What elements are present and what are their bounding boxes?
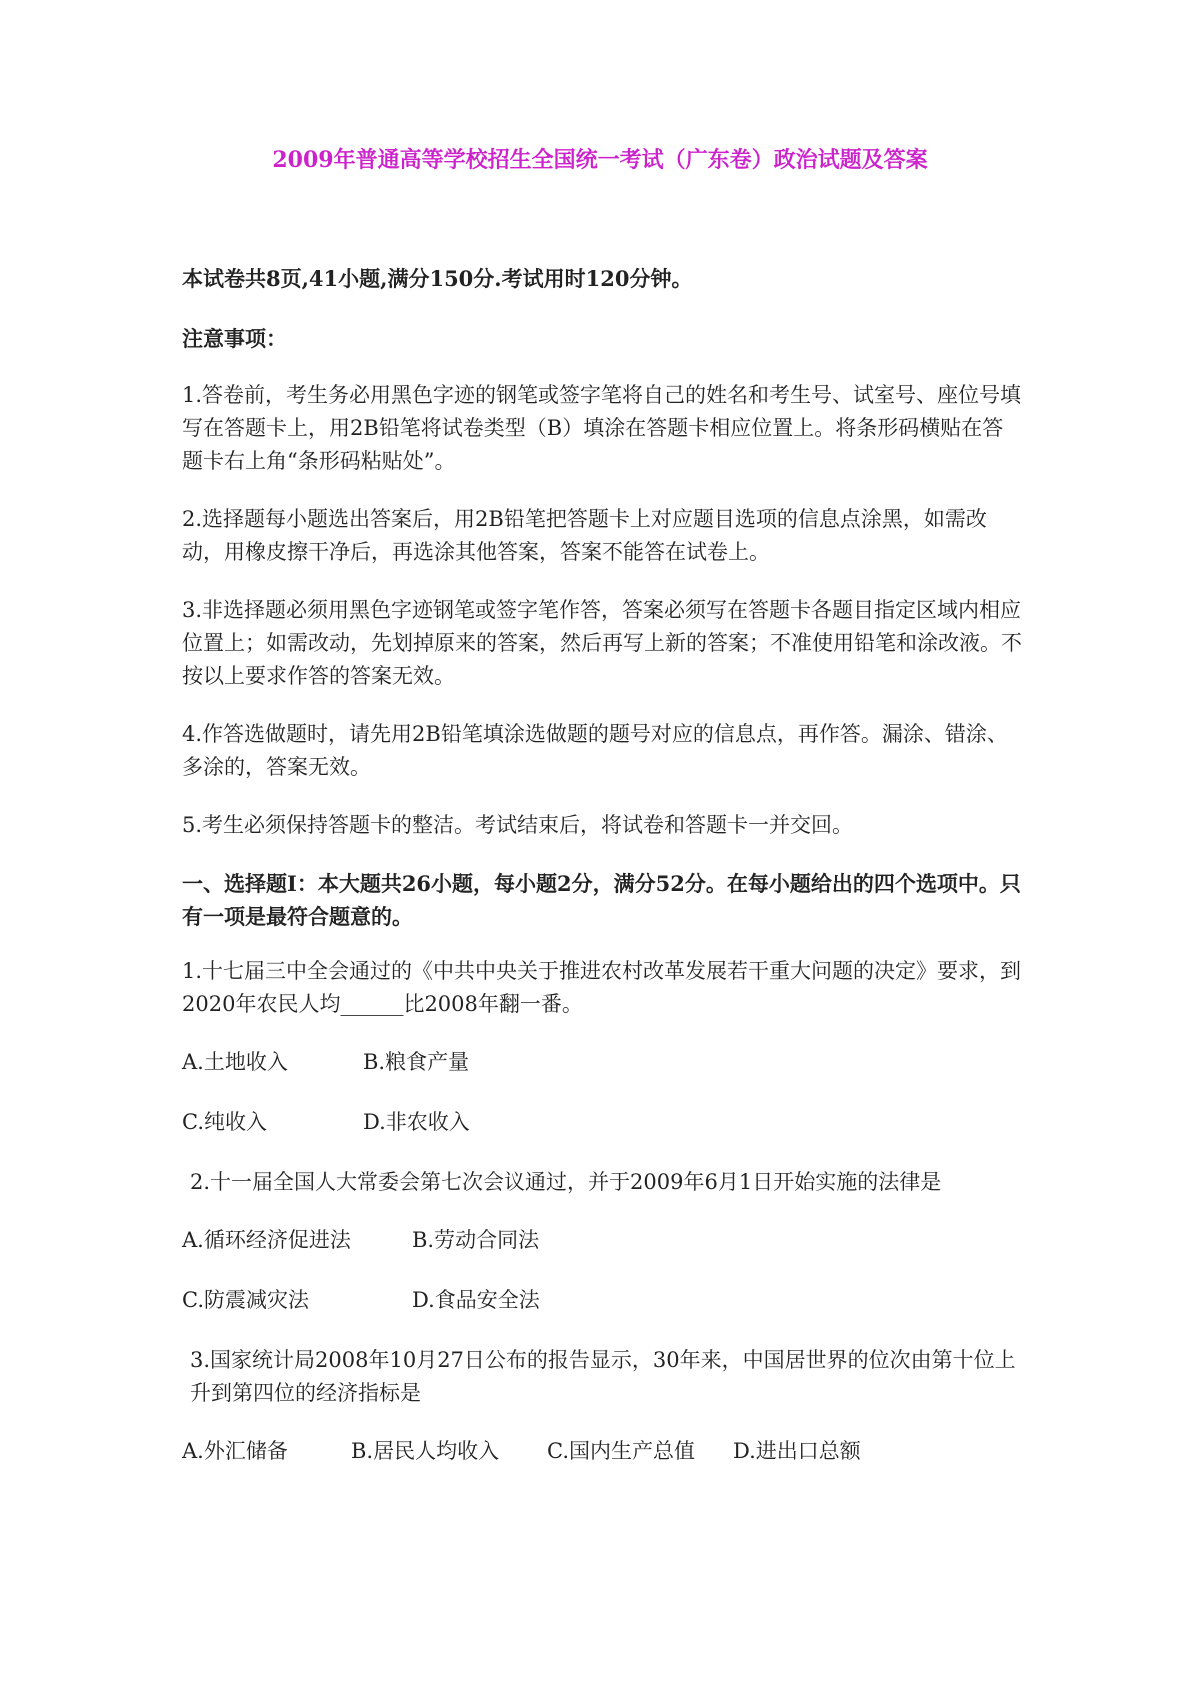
question-stem-1: 1.十七届三中全会通过的《中共中央关于推进农村改革发展若干重大问题的决定》要求，到2020年农民人均______比2008年翻一番。 <box>182 959 1022 1016</box>
notice-item: 4.作答选做题时，请先用2B铅笔填涂选做题的题号对应的信息点，再作答。漏涂、错涂、多涂的，答案无效。 <box>182 722 1008 779</box>
option-c: C.防震减灾法 <box>182 1288 309 1312</box>
options-row <box>182 1224 1022 1257</box>
option-a: A.土地收入 <box>182 1050 288 1074</box>
notice-item: 2.选择题每小题选出答案后，用2B铅笔把答题卡上对应题目选项的信息点涂黑，如需改动，用橡皮擦干净后，再选涂其他答案，答案不能答在试卷上。 <box>182 507 987 564</box>
option-d: D.进出口总额 <box>733 1439 861 1463</box>
option-c: C.国内生产总值 <box>547 1439 695 1463</box>
options-row <box>182 1284 1022 1317</box>
notice-heading: 注意事项： <box>182 326 287 351</box>
option-b: B.劳动合同法 <box>412 1228 540 1252</box>
question-stem-2: 2.十一届全国人大常委会第七次会议通过，并于2009年6月1日开始实施的法律是 <box>190 1170 942 1194</box>
option-d: D.非农收入 <box>363 1110 470 1134</box>
option-a: A.外汇储备 <box>182 1439 288 1463</box>
option-d: D.食品安全法 <box>412 1288 540 1312</box>
document-body <box>182 262 1022 1495</box>
option-b: B.居民人均收入 <box>351 1439 500 1463</box>
option-c: C.纯收入 <box>182 1110 267 1134</box>
option-a: A.循环经济促进法 <box>182 1228 351 1252</box>
notice-item: 3.非选择题必须用黑色字迹钢笔或签字笔作答，答案必须写在答题卡各题目指定区域内相应位置上；如需改动，先划掉原来的答案，然后再写上新的答案；不准使用铅笔和涂改液。不按以上要求作答的答案无效。 <box>182 598 1022 688</box>
notice-item: 5.考生必须保持答题卡的整洁。考试结束后，将试卷和答题卡一并交回。 <box>182 813 854 837</box>
question-stem-3: 3.国家统计局2008年10月27日公布的报告显示，30年来，中国居世界的位次由第十位上升到第四位的经济指标是 <box>190 1348 1016 1405</box>
options-row <box>182 1106 1022 1139</box>
options-row <box>182 1046 1022 1079</box>
options-row <box>182 1435 1022 1468</box>
document-title: 2009年普通高等学校招生全国统一考试（广东卷）政治试题及答案 <box>272 147 928 173</box>
option-b: B.粮食产量 <box>363 1050 470 1074</box>
notice-item: 1.答卷前，考生务必用黑色字迹的钢笔或签字笔将自己的姓名和考生号、试室号、座位号填写在答题卡上，用2B铅笔将试卷类型（B）填涂在答题卡相应位置上。将条形码横贴在答题卡右上角“条形码粘贴处”。 <box>182 383 1022 473</box>
section-heading: 一、选择题Ⅰ：本大题共26小题，每小题2分，满分52分。在每小题给出的四个选项中。只有一项是最符合题意的。 <box>182 871 1021 929</box>
exam-intro: 本试卷共8页,41小题,满分150分.考试用时120分钟。 <box>182 266 693 291</box>
